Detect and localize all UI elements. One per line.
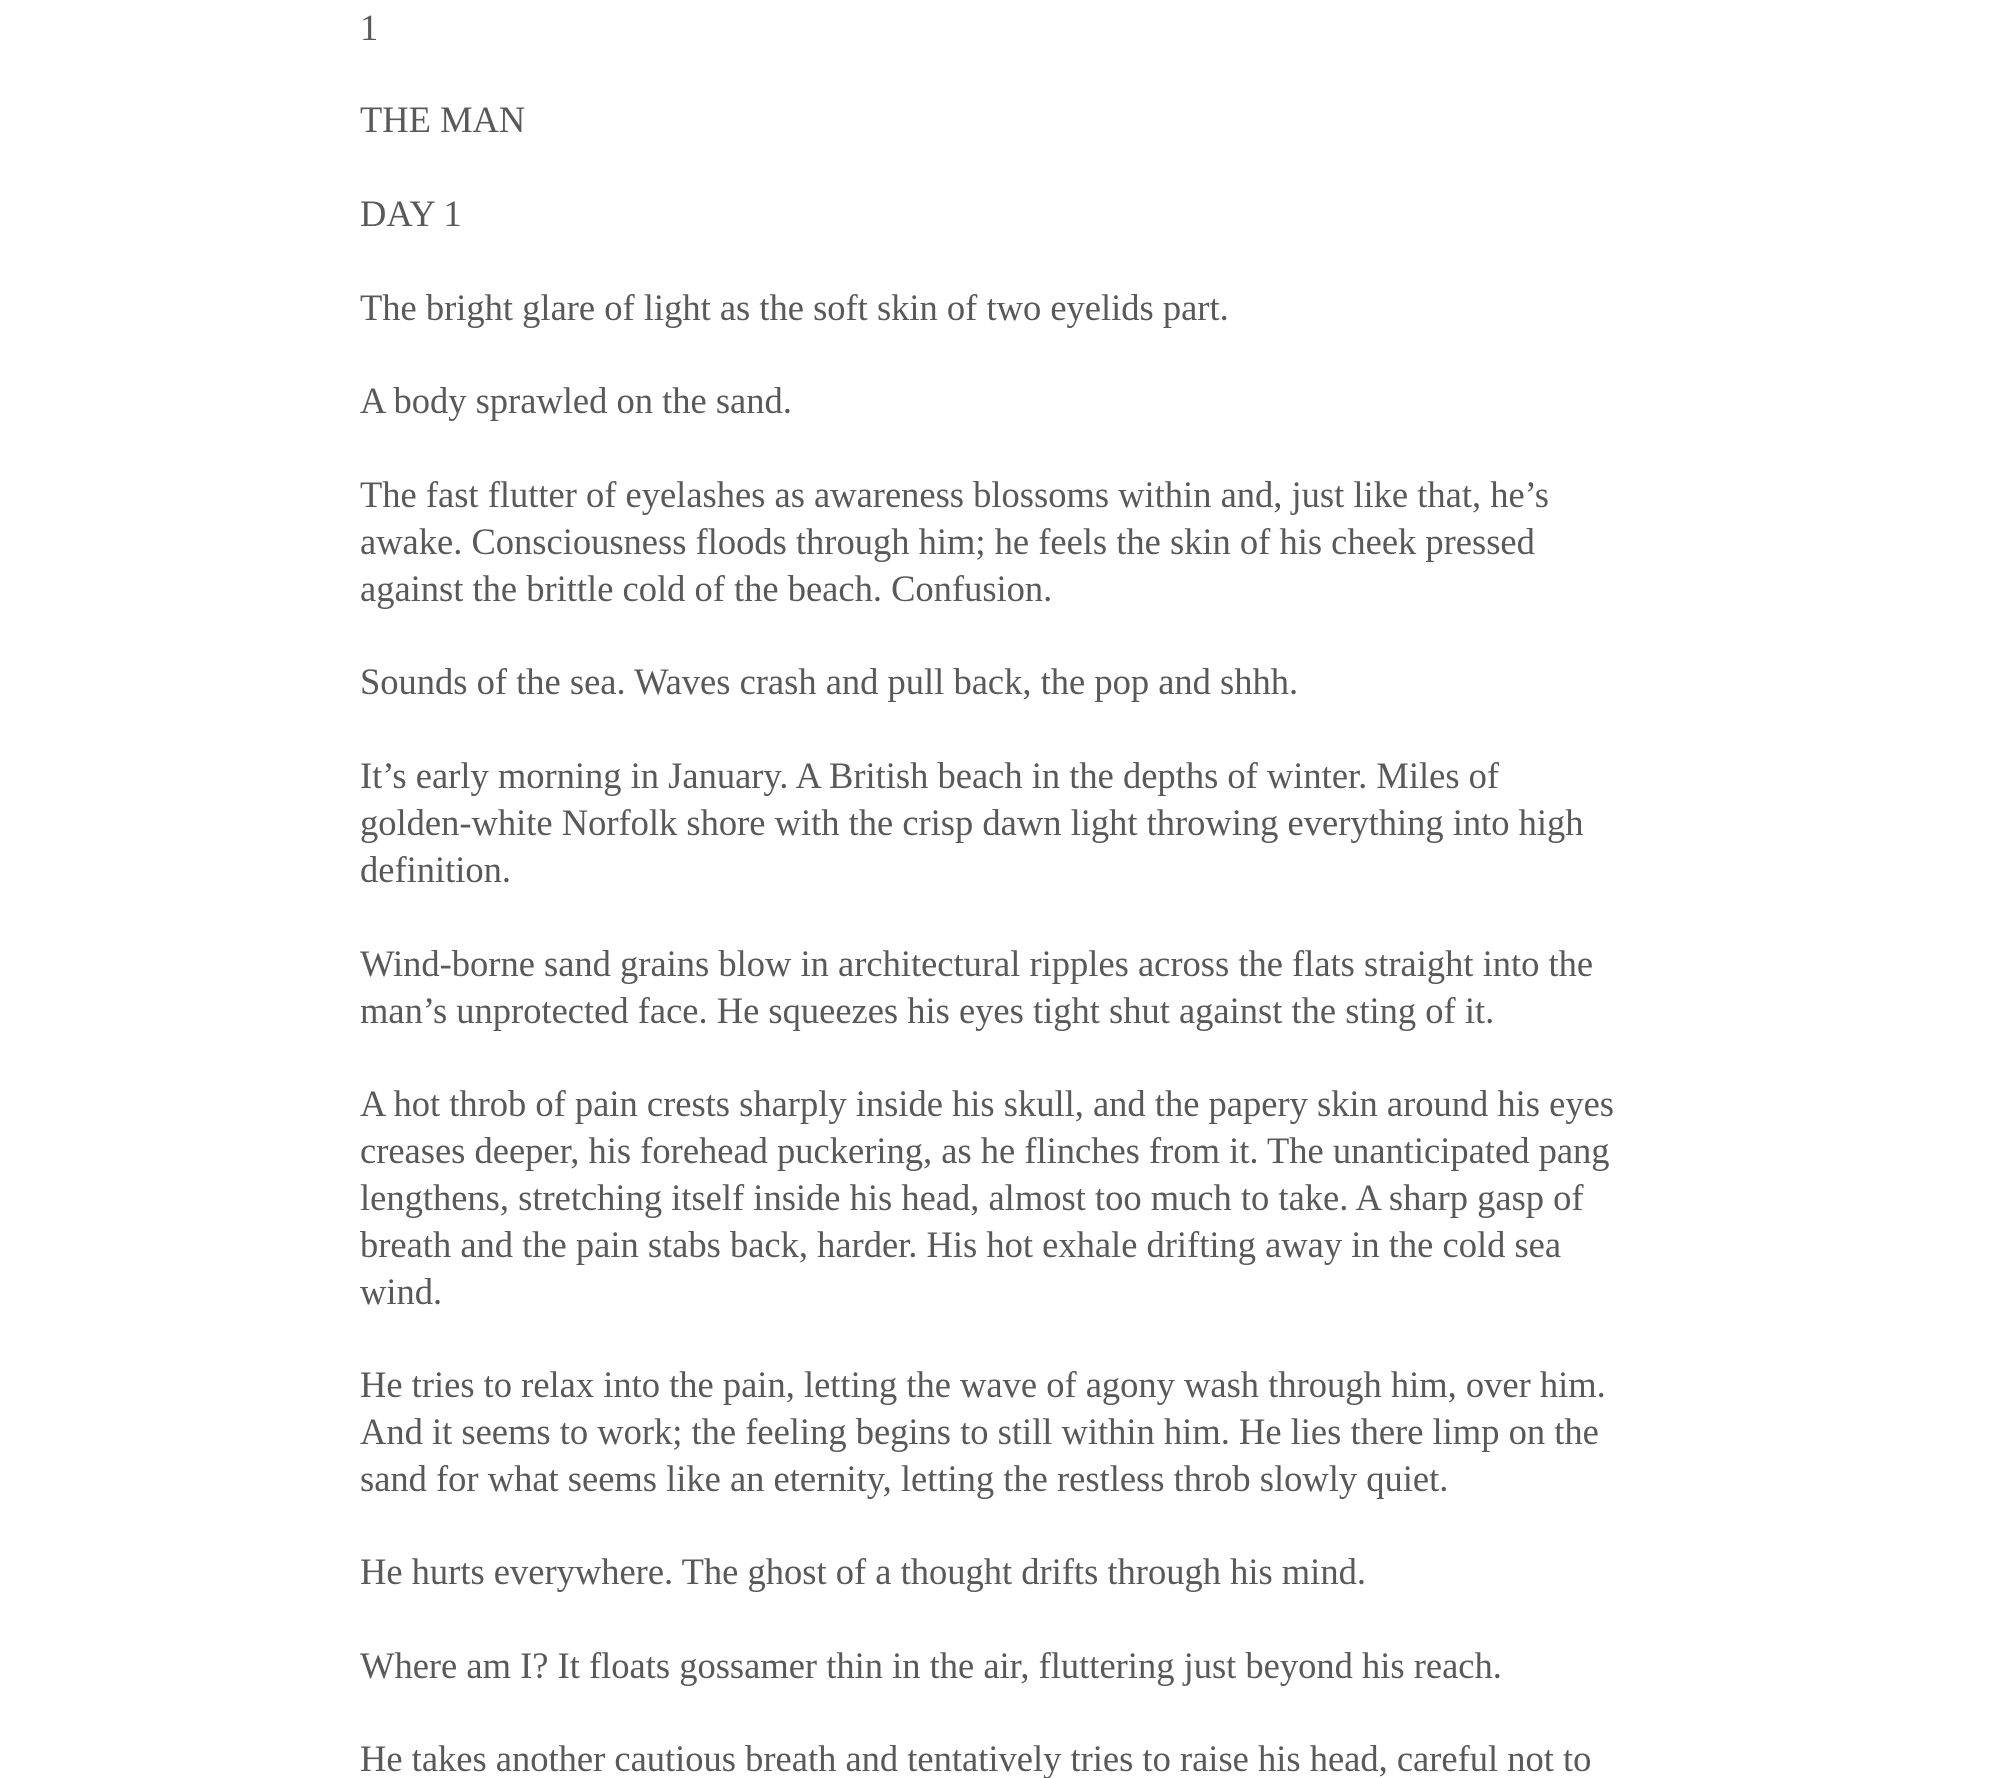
paragraph-line: Wind-borne sand grains blow in architectural ripples across the flats straight into the xyxy=(360,943,1594,984)
paragraph xyxy=(360,1548,1680,1595)
paragraph-line: sand for what seems like an eternity, letting the restless throb slowly quiet. xyxy=(360,1458,1449,1499)
paragraph xyxy=(360,1080,1680,1315)
paragraph xyxy=(360,752,1680,893)
paragraph-line: The fast flutter of eyelashes as awareness blossoms within and, just like that, he’s xyxy=(360,474,1550,515)
paragraph-line: He tries to relax into the pain, letting the wave of agony wash through him, over him. xyxy=(360,1364,1606,1405)
paragraph xyxy=(360,658,1680,705)
paragraph-line: The bright glare of light as the soft skin of two eyelids part. xyxy=(360,287,1229,328)
paragraph-line: man’s unprotected face. He squeezes his eyes tight shut against the sting of it. xyxy=(360,990,1495,1031)
chapter-title: THE MAN xyxy=(360,99,526,140)
paragraph-line: A body sprawled on the sand. xyxy=(360,380,792,421)
paragraph-line: wind. xyxy=(360,1271,443,1312)
paragraph-line: He hurts everywhere. The ghost of a thought drifts through his mind. xyxy=(360,1551,1366,1592)
paragraph xyxy=(360,284,1680,331)
paragraph-line: He takes another cautious breath and tentatively tries to raise his head, careful not to xyxy=(360,1738,1592,1778)
page-number: 1 xyxy=(360,7,379,48)
paragraph xyxy=(360,1735,1680,1778)
paragraph-line: Where am I? It floats gossamer thin in the air, fluttering just beyond his reach. xyxy=(360,1645,1502,1686)
paragraph xyxy=(360,1642,1680,1689)
section-heading: DAY 1 xyxy=(360,193,462,234)
paragraph-line: definition. xyxy=(360,849,512,890)
paragraph-line: Sounds of the sea. Waves crash and pull back, the pop and shhh. xyxy=(360,661,1299,702)
paragraph-line: A hot throb of pain crests sharply inside his skull, and the papery skin around his eyes xyxy=(360,1083,1614,1124)
paragraph-line: creases deeper, his forehead puckering, as he flinches from it. The unanticipated pang xyxy=(360,1130,1610,1171)
paragraph xyxy=(360,940,1680,1034)
paragraph-line: And it seems to work; the feeling begins to still within him. He lies there limp on the xyxy=(360,1411,1599,1452)
paragraph-line: lengthens, stretching itself inside his head, almost too much to take. A sharp gasp of xyxy=(360,1177,1584,1218)
paragraph-line: breath and the pain stabs back, harder. His hot exhale drifting away in the cold sea xyxy=(360,1224,1562,1265)
paragraph-line: against the brittle cold of the beach. Confusion. xyxy=(360,568,1053,609)
paragraph xyxy=(360,1361,1680,1502)
paragraph-line: golden-white Norfolk shore with the crisp dawn light throwing everything into high xyxy=(360,802,1584,843)
paragraph xyxy=(360,377,1680,424)
paragraph xyxy=(360,471,1680,612)
paragraph-line: awake. Consciousness floods through him; he feels the skin of his cheek pressed xyxy=(360,521,1535,562)
paragraph-line: It’s early morning in January. A British beach in the depths of winter. Miles of xyxy=(360,755,1500,796)
